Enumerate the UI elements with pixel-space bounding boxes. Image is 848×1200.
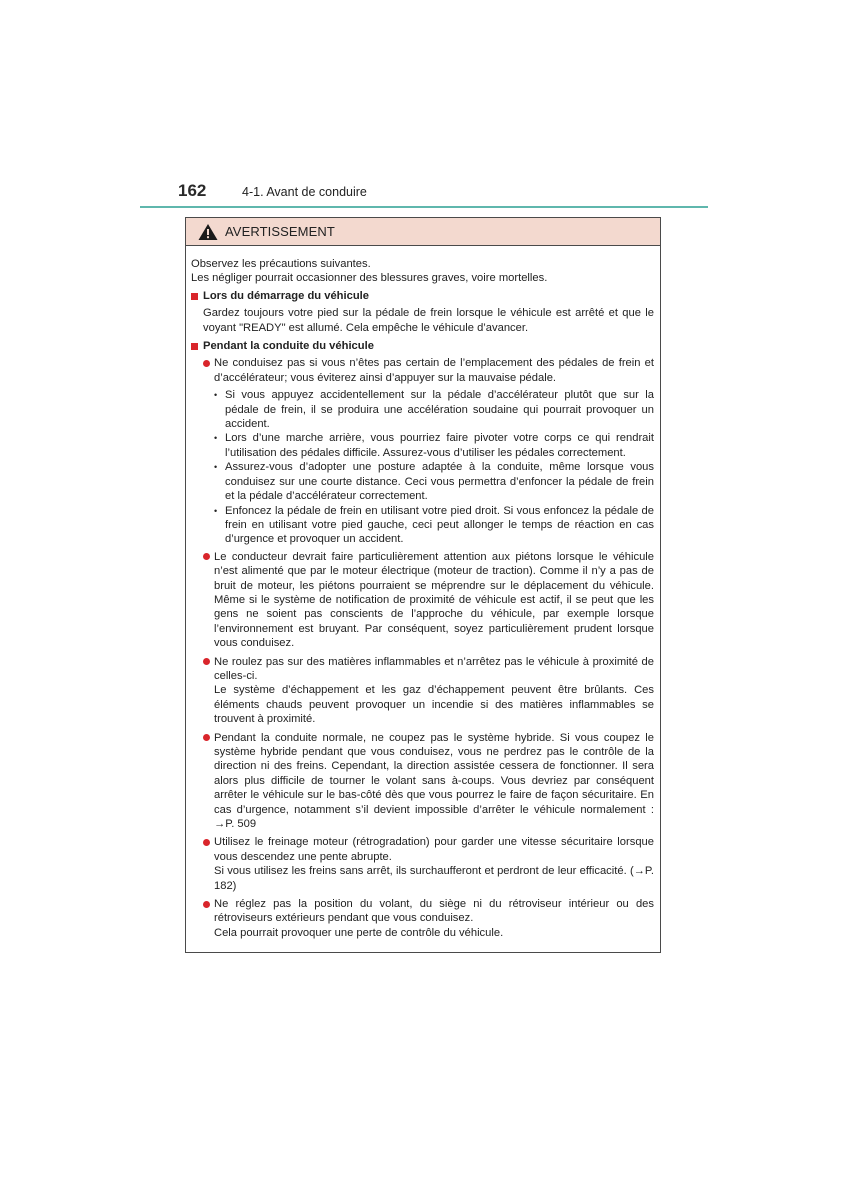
warning-box bbox=[185, 217, 661, 953]
section-heading bbox=[191, 289, 654, 303]
sub-list bbox=[191, 388, 654, 546]
list-item-line: Le système d’échappement et les gaz d’échappement peuvent être brûlants. Ces éléments chauds peuvent provoquer un incendie si des matières inflammables se trouvent à proximité. bbox=[214, 684, 654, 726]
list-item-text bbox=[214, 835, 654, 893]
warning-body bbox=[186, 246, 660, 940]
warning-intro bbox=[191, 257, 654, 286]
red-square-icon bbox=[191, 293, 198, 300]
sub-item-text: Enfoncez la pédale de frein en utilisant votre pied droit. Si vous enfoncez la pédale de frein en utilisant votre pied gauche, ceci peut allonger le temps de réaction en cas d’urgence et provoquer un accident. bbox=[225, 504, 654, 546]
list-item bbox=[191, 356, 654, 385]
list-item bbox=[191, 655, 654, 727]
list-item-text: Pendant la conduite normale, ne coupez pas le système hybride. Si vous coupez le système hybride pendant que vous conduisez, vous ne perdrez pas le contrôle de la direction ni des freins. Cependant, la direction assistée cessera de fonctionner. Il sera alors plus difficile de tourner le volant sans à-coups. Vous devriez par conséquent arrêter le véhicule sur le bas-côté dès que vous pourrez le faire de façon sécuritaire. En cas d’urgence, notamment s’il devient impossible d’arrêter le véhicule normalement : →P. 509 bbox=[214, 731, 654, 831]
sub-item-text: Assurez-vous d’adopter une posture adaptée à la conduite, même lorsque vous conduisez sur une courte distance. Ceci vous permettra d’enfoncer la pédale de frein et la pédale d’accélérateur correctement. bbox=[225, 461, 654, 503]
list-item-text: Le conducteur devrait faire particulièrement attention aux piétons lorsque le véhicule n’est alimenté que par le moteur électrique (moteur de traction). Comme il n’y a pas de bruit de moteur, les piétons pourraient se méprendre sur le déplacement du véhicule. Même si le système de notification de proximité de véhicule est actif, il se peut que les gens ne soient pas conscients de l’approche du véhicule, par exemple lorsque l’environnement est bruyant. Par conséquent, soyez particulièrement prudent lorsque vous conduisez. bbox=[214, 550, 654, 650]
red-dot-icon bbox=[203, 658, 210, 665]
list-item bbox=[191, 731, 654, 832]
bullet-icon: • bbox=[214, 390, 218, 401]
sub-item-text: Si vous appuyez accidentellement sur la pédale d’accélérateur plutôt que sur la pédale de frein, il se produira une accélération soudaine qui pourrait provoquer un accident. bbox=[225, 389, 654, 431]
sub-list-item bbox=[191, 388, 654, 431]
section-heading bbox=[191, 339, 654, 353]
list-item-line: Ne roulez pas sur des matières inflammables et n’arrêtez pas le véhicule à proximité de celles-ci. bbox=[214, 655, 654, 682]
list-item-text: Ne conduisez pas si vous n’êtes pas certain de l’emplacement des pédales de frein et d’accélérateur; vous éviterez ainsi d’appuyer sur la mauvaise pédale. bbox=[214, 357, 654, 384]
intro-line: Observez les précautions suivantes. bbox=[191, 258, 371, 270]
section-heading-label: Lors du démarrage du véhicule bbox=[203, 289, 369, 302]
list-item-text bbox=[214, 655, 654, 727]
sub-item-text: Lors d’une marche arrière, vous pourriez faire pivoter votre corps ce qui rendrait l’utilisation des pédales difficile. Assurez-vous d’utiliser les pédales correctement. bbox=[225, 432, 654, 459]
list-item bbox=[191, 897, 654, 940]
red-dot-icon bbox=[203, 901, 210, 908]
header-divider bbox=[140, 206, 708, 208]
sub-list-item bbox=[191, 460, 654, 503]
bullet-icon: • bbox=[214, 433, 218, 444]
page-number: 162 bbox=[178, 181, 207, 200]
bullet-icon: • bbox=[214, 462, 218, 473]
intro-line: Les négliger pourrait occasionner des blessures graves, voire mortelles. bbox=[191, 272, 548, 285]
bullet-icon: • bbox=[214, 505, 218, 516]
red-dot-icon bbox=[203, 839, 210, 846]
section-paragraph: Gardez toujours votre pied sur la pédale de frein lorsque le véhicule est arrêté et que le voyant "READY" est allumé. Cela empêche le véhicule d’avancer. bbox=[203, 307, 654, 334]
list-item-line: Cela pourrait provoquer une perte de contrôle du véhicule. bbox=[214, 926, 504, 939]
list-item-line: Si vous utilisez les freins sans arrêt, ils surchaufferont et perdront de leur efficacité. (→P. 182) bbox=[214, 865, 654, 892]
list-item-text bbox=[214, 897, 654, 940]
list-item-line: Ne réglez pas la position du volant, du siège ni du rétroviseur intérieur ou des rétroviseurs extérieurs pendant que vous conduisez. bbox=[214, 898, 654, 925]
red-dot-icon bbox=[203, 734, 210, 741]
warning-header bbox=[186, 218, 660, 246]
red-dot-icon bbox=[203, 553, 210, 560]
sub-list-item bbox=[191, 504, 654, 547]
red-dot-icon bbox=[203, 360, 210, 367]
section-title: 4-1. Avant de conduire bbox=[242, 185, 367, 199]
sub-list-item bbox=[191, 431, 654, 460]
section-heading-label: Pendant la conduite du véhicule bbox=[203, 340, 374, 353]
list-item bbox=[191, 835, 654, 893]
warning-title: AVERTISSEMENT bbox=[225, 224, 335, 239]
warning-triangle-icon bbox=[198, 223, 218, 241]
list-item-line: Utilisez le freinage moteur (rétrogradation) pour garder une vitesse sécuritaire lorsque vous descendez une pente abrupte. bbox=[214, 836, 654, 863]
list-item bbox=[191, 550, 654, 651]
red-square-icon bbox=[191, 343, 198, 350]
